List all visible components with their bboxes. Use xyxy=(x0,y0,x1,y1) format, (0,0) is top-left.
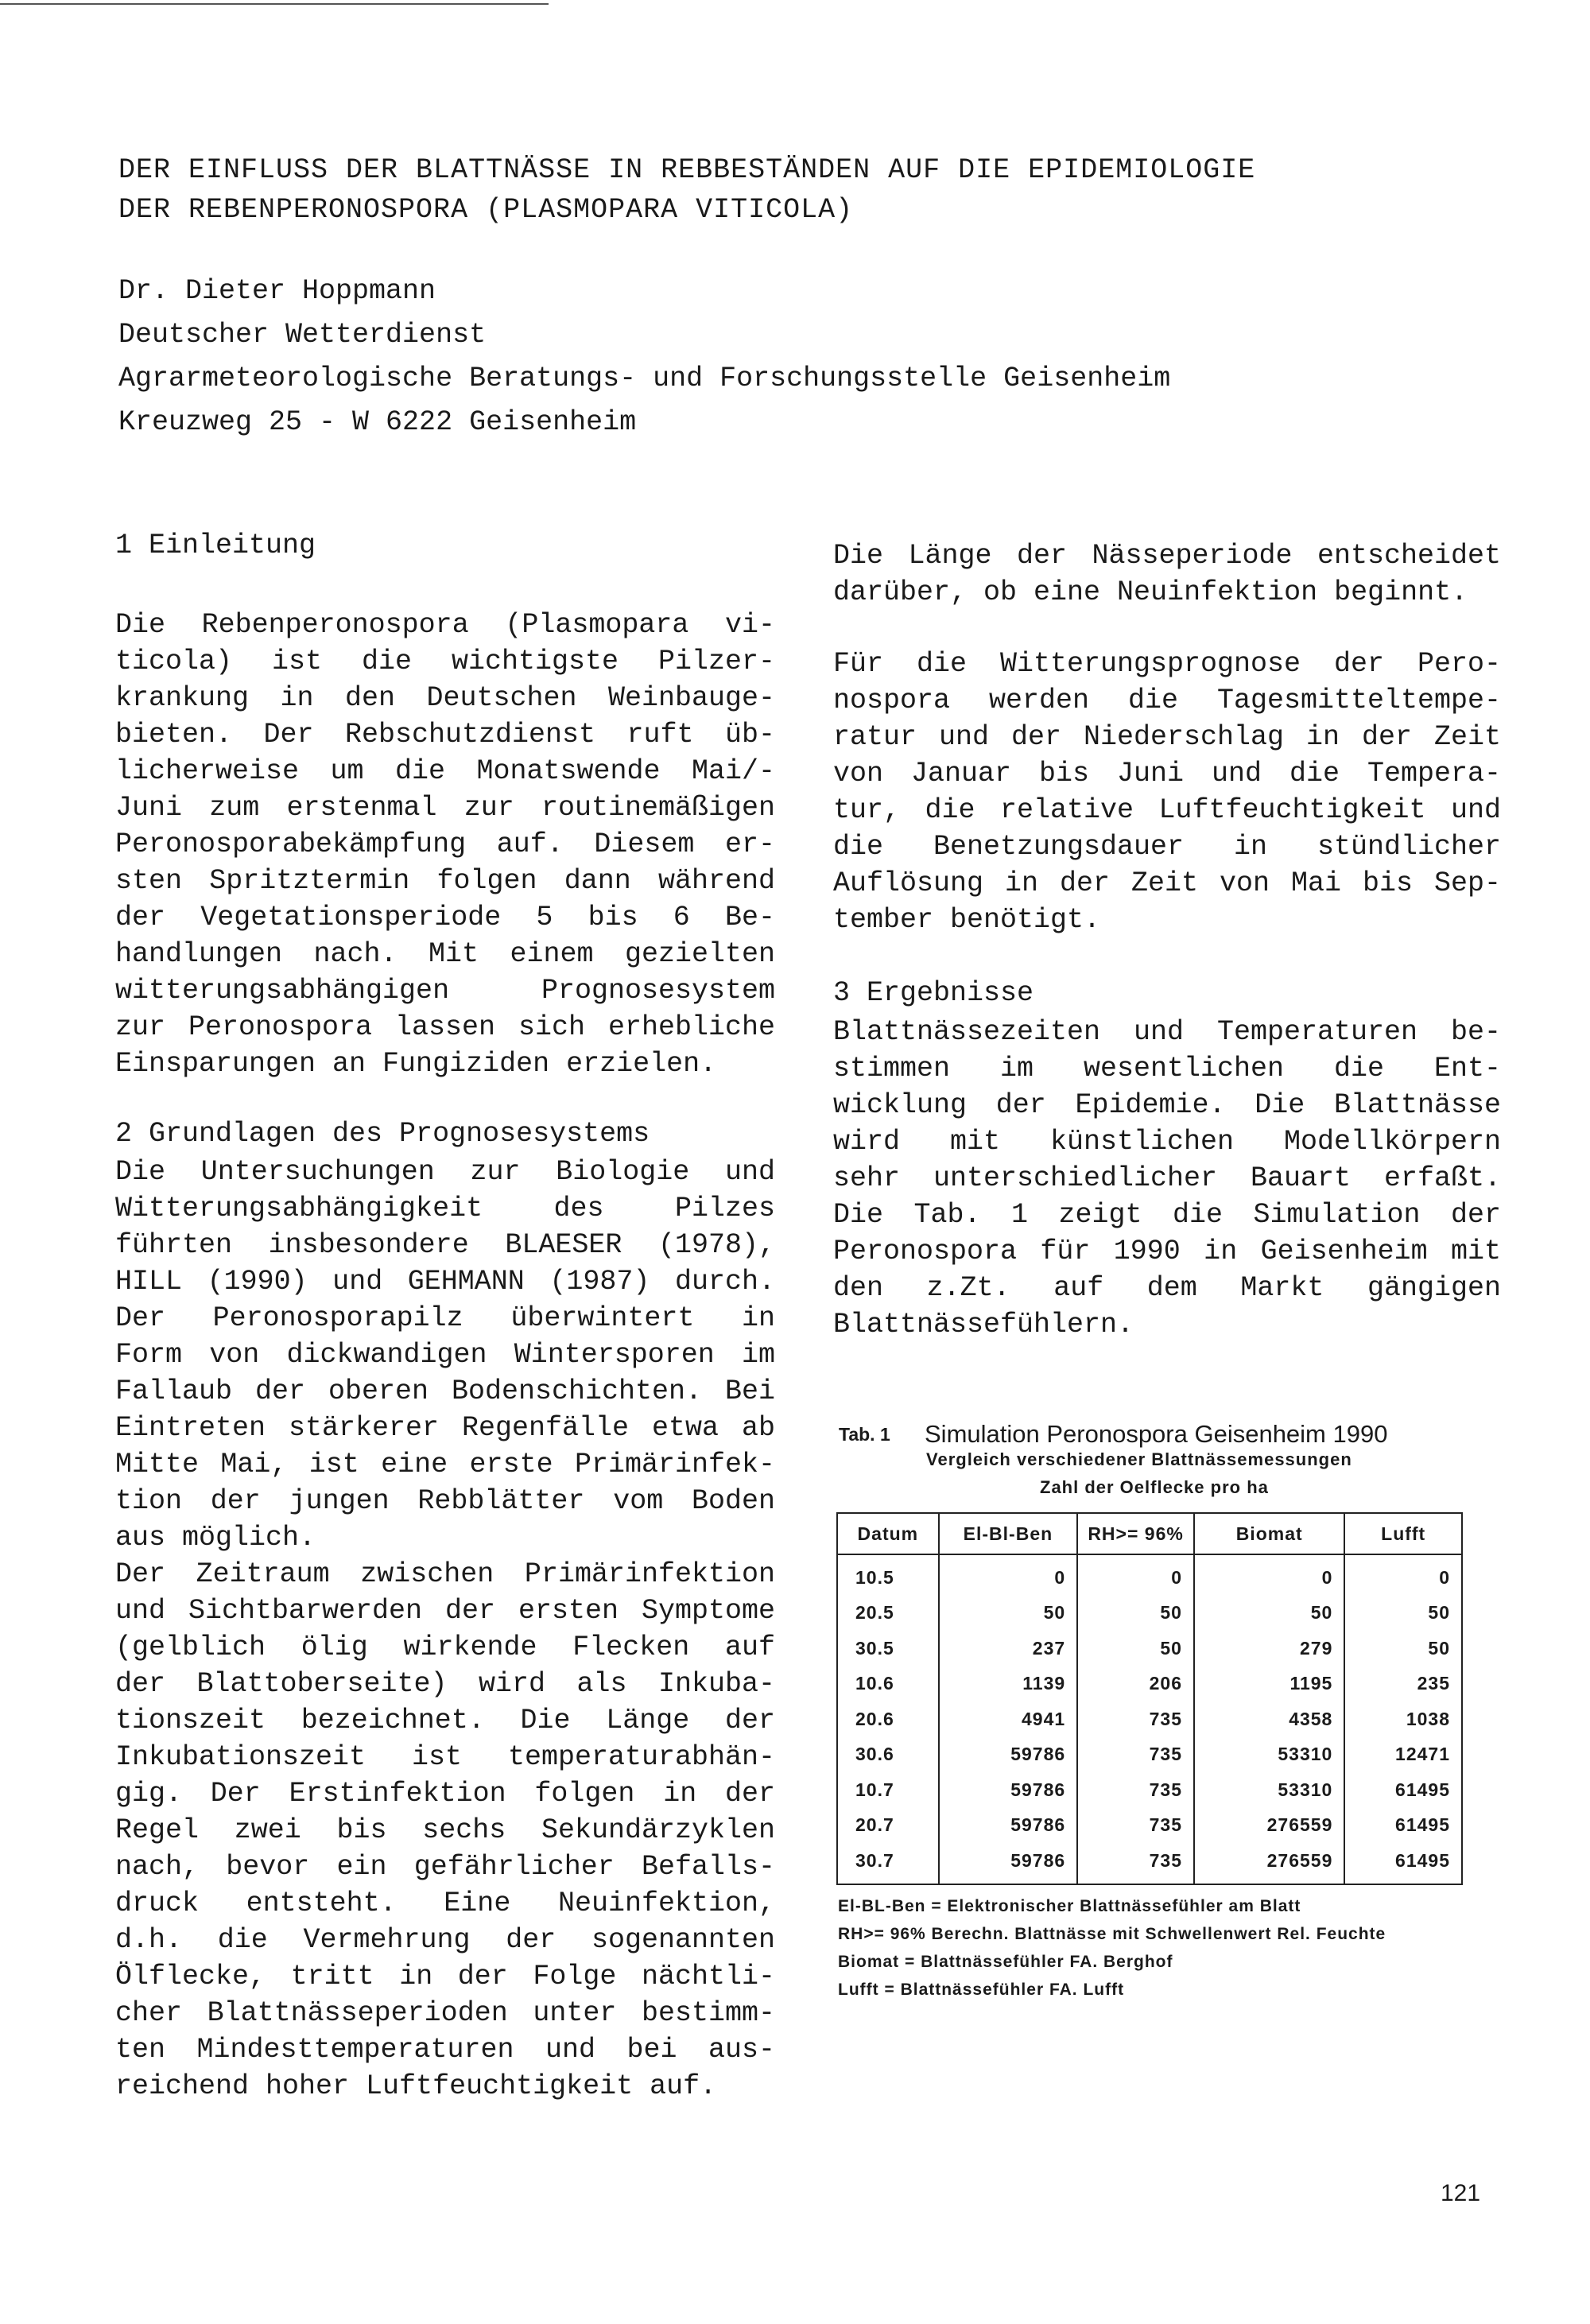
text-line: sehr unterschiedlicher Bauart erfaßt. xyxy=(833,1162,1501,1194)
cell-value: 59786 xyxy=(939,1737,1078,1773)
table-row xyxy=(837,1596,1462,1631)
cell-value: 50 xyxy=(1344,1596,1462,1631)
text-line: ticola) ist die wichtigste Pilzer- xyxy=(115,646,775,677)
table-row xyxy=(837,1701,1462,1737)
cell-value: 735 xyxy=(1077,1701,1194,1737)
text-line: darüber, ob eine Neuinfektion beginnt. xyxy=(833,576,1468,608)
left-heading-2 xyxy=(115,1115,775,1152)
text-line: Blattnässefühlern. xyxy=(833,1309,1134,1340)
cell-value: 735 xyxy=(1077,1737,1194,1773)
header-el-bl-ben: El-Bl-Ben xyxy=(939,1513,1078,1554)
legend-biomat: Biomat = Blattnässefühler FA. Berghof xyxy=(838,1953,1173,1971)
header-biomat: Biomat xyxy=(1194,1513,1344,1554)
paragraph-ergebnisse xyxy=(833,1014,1501,1343)
paragraph-naesseperiode xyxy=(833,537,1501,611)
cell-value: 1038 xyxy=(1344,1701,1462,1737)
text-line: Die Länge der Nässeperiode entscheidet xyxy=(833,540,1501,572)
text-line: die Benetzungsdauer in stündlicher xyxy=(833,831,1501,863)
text-line: den z.Zt. auf dem Markt gängigen xyxy=(833,1272,1501,1304)
author-dept: Agrarmeteorologische Beratungs- und Forschungsstelle Geisenheim xyxy=(118,363,1171,394)
cell-value: 53310 xyxy=(1194,1737,1344,1773)
cell-date: 10.7 xyxy=(837,1772,939,1808)
left-heading-1 xyxy=(115,527,775,564)
text-line: ten Mindesttemperaturen und bei aus- xyxy=(115,2034,775,2066)
author-org: Deutscher Wetterdienst xyxy=(118,319,487,351)
text-line: witterungsabhängigen Prognosesystem xyxy=(115,975,775,1007)
text-line: Regel zwei bis sechs Sekundärzyklen xyxy=(115,1814,775,1846)
text-line: tur, die relative Luftfeuchtigkeit und xyxy=(833,794,1501,826)
text-line: Peronosporabekämpfung auf. Diesem er- xyxy=(115,828,775,860)
legend-lufft: Lufft = Blattnässefühler FA. Lufft xyxy=(838,1981,1125,1999)
text-line: (gelblich ölig wirkende Flecken auf xyxy=(115,1631,775,1663)
text-line: aus möglich. xyxy=(115,1522,316,1554)
legend-el-bl-ben: El-BL-Ben = Elektronischer Blattnässefühler am Blatt xyxy=(838,1897,1301,1915)
table-row xyxy=(837,1666,1462,1702)
table-row xyxy=(837,1808,1462,1844)
text-line: wicklung der Epidemie. Die Blattnässe xyxy=(833,1089,1501,1121)
text-line: von Januar bis Juni und die Tempera- xyxy=(833,758,1501,790)
text-line: druck entsteht. Eine Neuinfektion, xyxy=(115,1888,775,1919)
cell-value: 0 xyxy=(1194,1554,1344,1596)
author-name: Dr. Dieter Hoppmann xyxy=(118,275,436,307)
right-heading-3 xyxy=(833,975,1501,1011)
cell-value: 59786 xyxy=(939,1808,1078,1844)
cell-date: 30.6 xyxy=(837,1737,939,1773)
text-line: tion der jungen Rebblätter vom Boden xyxy=(115,1485,775,1517)
cell-value: 276559 xyxy=(1194,1808,1344,1844)
text-line: der Vegetationsperiode 5 bis 6 Be- xyxy=(115,902,775,933)
text-line: handlungen nach. Mit einem gezielten xyxy=(115,938,775,970)
cell-value: 4358 xyxy=(1194,1701,1344,1737)
text-line: cher Blattnässeperioden unter bestimm- xyxy=(115,1997,775,2029)
cell-date: 30.7 xyxy=(837,1843,939,1884)
text-line: d.h. die Vermehrung der sogenannten xyxy=(115,1924,775,1956)
text-line: Witterungsabhängigkeit des Pilzes xyxy=(115,1193,775,1224)
cell-date: 20.5 xyxy=(837,1596,939,1631)
text-line: gig. Der Erstinfektion folgen in der xyxy=(115,1778,775,1810)
cell-value: 1139 xyxy=(939,1666,1078,1702)
text-line: sten Spritztermin folgen dann während xyxy=(115,865,775,897)
cell-value: 237 xyxy=(939,1631,1078,1666)
text-line: Die Untersuchungen zur Biologie und xyxy=(115,1156,775,1188)
text-line: bieten. Der Rebschutzdienst ruft üb- xyxy=(115,719,775,751)
text-line: Form von dickwandigen Wintersporen im xyxy=(115,1339,775,1371)
text-line: reichend hoher Luftfeuchtigkeit auf. xyxy=(115,2070,717,2102)
text-line: ratur und der Niederschlag in der Zeit xyxy=(833,721,1501,753)
cell-date: 20.6 xyxy=(837,1701,939,1737)
cell-value: 4941 xyxy=(939,1701,1078,1737)
legend-rh: RH>= 96% Berechn. Blattnässe mit Schwellenwert Rel. Feuchte xyxy=(838,1925,1386,1943)
text-line: Mitte Mai, ist eine erste Primärinfek- xyxy=(115,1449,775,1480)
section-heading-grundlagen: 2 Grundlagen des Prognosesystems xyxy=(115,1118,650,1150)
cell-value: 735 xyxy=(1077,1808,1194,1844)
header-lufft: Lufft xyxy=(1344,1513,1462,1554)
text-line: nach, bevor ein gefährlicher Befalls- xyxy=(115,1851,775,1883)
cell-value: 735 xyxy=(1077,1772,1194,1808)
text-line: tember benötigt. xyxy=(833,904,1101,936)
paragraph-grundlagen-1 xyxy=(115,1154,775,1556)
text-line: tionszeit bezeichnet. Die Länge der xyxy=(115,1705,775,1736)
text-line: nospora werden die Tagesmitteltempe- xyxy=(833,685,1501,716)
text-line: Für die Witterungsprognose der Pero- xyxy=(833,648,1501,680)
table-row xyxy=(837,1772,1462,1808)
text-line: Peronospora für 1990 in Geisenheim mit xyxy=(833,1236,1501,1267)
table-row xyxy=(837,1737,1462,1773)
cell-value: 50 xyxy=(1344,1631,1462,1666)
section-heading-ergebnisse: 3 Ergebnisse xyxy=(833,977,1034,1009)
cell-value: 206 xyxy=(1077,1666,1194,1702)
title-line-2: DER REBENPERONOSPORA (PLASMOPARA VITICOLA) xyxy=(118,194,854,226)
text-line: Juni zum erstenmal zur routinemäßigen xyxy=(115,792,775,824)
text-line: Inkubationszeit ist temperaturabhän- xyxy=(115,1741,775,1773)
cell-value: 59786 xyxy=(939,1843,1078,1884)
text-line: stimmen im wesentlichen die Ent- xyxy=(833,1053,1501,1084)
cell-value: 735 xyxy=(1077,1843,1194,1884)
table-title: Simulation Peronospora Geisenheim 1990 xyxy=(925,1420,1388,1448)
text-line: Die Rebenperonospora (Plasmopara vi- xyxy=(115,609,775,641)
page-number: 121 xyxy=(1441,2180,1481,2206)
cell-value: 61495 xyxy=(1344,1808,1462,1844)
top-rule xyxy=(0,3,549,5)
cell-value: 276559 xyxy=(1194,1843,1344,1884)
cell-value: 1195 xyxy=(1194,1666,1344,1702)
text-line: Der Peronosporapilz überwintert in xyxy=(115,1302,775,1334)
table-header-row xyxy=(837,1513,1462,1554)
table-legend xyxy=(838,1892,1386,2004)
cell-value: 235 xyxy=(1344,1666,1462,1702)
text-line: und Sichtbarwerden der ersten Symptome xyxy=(115,1595,775,1627)
section-heading-einleitung: 1 Einleitung xyxy=(115,530,316,561)
text-line: der Blattoberseite) wird als Inkuba- xyxy=(115,1668,775,1700)
text-line: licherweise um die Monatswende Mai/- xyxy=(115,755,775,787)
title-line-1: DER EINFLUSS DER BLATTNÄSSE IN REBBESTÄNDEN AUF DIE EPIDEMIOLOGIE xyxy=(118,154,1256,186)
text-line: Die Tab. 1 zeigt die Simulation der xyxy=(833,1199,1501,1231)
text-line: krankung in den Deutschen Weinbauge- xyxy=(115,682,775,714)
table-caption: Zahl der Oelflecke pro ha xyxy=(1040,1477,1269,1497)
text-line: Eintreten stärkerer Regenfälle etwa ab xyxy=(115,1412,775,1444)
cell-value: 61495 xyxy=(1344,1772,1462,1808)
cell-value: 279 xyxy=(1194,1631,1344,1666)
text-line: Ölflecke, tritt in der Folge nächtli- xyxy=(115,1961,775,1992)
table-subtitle: Vergleich verschiedener Blattnässemessungen xyxy=(926,1449,1352,1469)
cell-value: 50 xyxy=(1077,1596,1194,1631)
text-line: wird mit künstlichen Modellkörpern xyxy=(833,1126,1501,1158)
text-line: Einsparungen an Fungiziden erzielen. xyxy=(115,1048,717,1080)
paragraph-witterungsprognose xyxy=(833,646,1501,938)
text-line: Der Zeitraum zwischen Primärinfektion xyxy=(115,1558,775,1590)
header-rh-96: RH>= 96% xyxy=(1077,1513,1194,1554)
text-line: HILL (1990) und GEHMANN (1987) durch. xyxy=(115,1266,775,1298)
cell-value: 50 xyxy=(1077,1631,1194,1666)
text-line: Fallaub der oberen Bodenschichten. Bei xyxy=(115,1375,775,1407)
cell-date: 30.5 xyxy=(837,1631,939,1666)
author-block xyxy=(118,270,1170,444)
text-line: Blattnässezeiten und Temperaturen be- xyxy=(833,1016,1501,1048)
cell-value: 53310 xyxy=(1194,1772,1344,1808)
article-title xyxy=(118,150,1255,230)
text-line: zur Peronospora lassen sich erhebliche xyxy=(115,1011,775,1043)
cell-date: 10.6 xyxy=(837,1666,939,1702)
table-label: Tab. 1 xyxy=(839,1424,890,1445)
paragraph-grundlagen-2 xyxy=(115,1556,775,2105)
cell-value: 61495 xyxy=(1344,1843,1462,1884)
cell-date: 10.5 xyxy=(837,1554,939,1596)
cell-value: 0 xyxy=(1344,1554,1462,1596)
cell-value: 0 xyxy=(939,1554,1078,1596)
table-row xyxy=(837,1631,1462,1666)
results-table xyxy=(836,1512,1463,1885)
cell-value: 50 xyxy=(939,1596,1078,1631)
author-address: Kreuzweg 25 - W 6222 Geisenheim xyxy=(118,406,637,438)
table-row xyxy=(837,1843,1462,1884)
cell-value: 12471 xyxy=(1344,1737,1462,1773)
cell-value: 50 xyxy=(1194,1596,1344,1631)
header-datum: Datum xyxy=(837,1513,939,1554)
cell-value: 0 xyxy=(1077,1554,1194,1596)
cell-date: 20.7 xyxy=(837,1808,939,1844)
text-line: führten insbesondere BLAESER (1978), xyxy=(115,1229,775,1261)
text-line: Auflösung in der Zeit von Mai bis Sep- xyxy=(833,867,1501,899)
cell-value: 59786 xyxy=(939,1772,1078,1808)
paragraph-einleitung xyxy=(115,607,775,1082)
table-row xyxy=(837,1554,1462,1596)
